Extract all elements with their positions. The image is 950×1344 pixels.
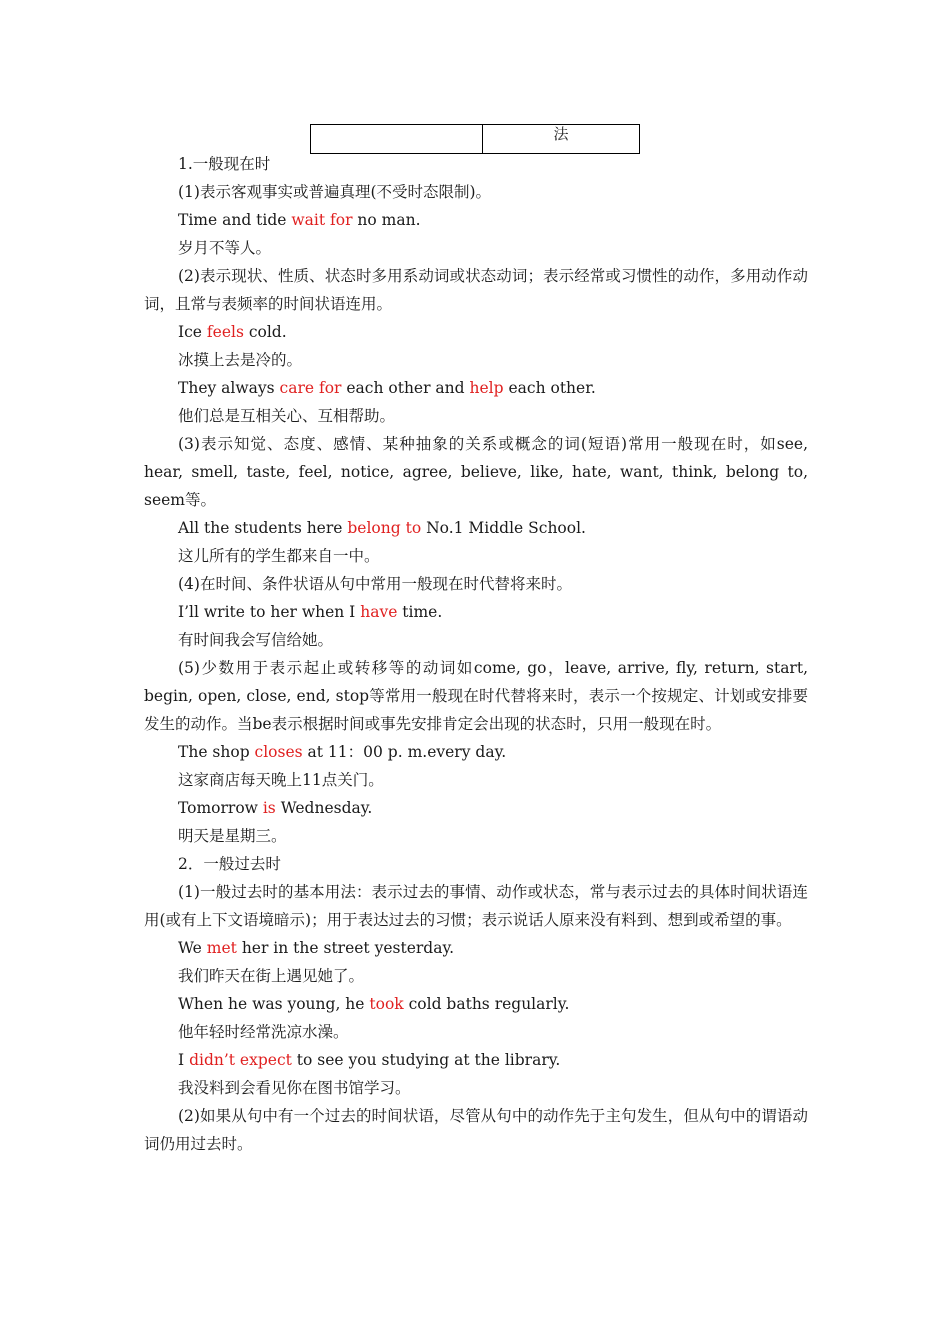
rule-3: (3)表示知觉、态度、感情、某种抽象的关系或概念的词(短语)常用一般现在时，如see, hear, smell, taste, feel, notice, agree, believe, like, hate, want, think, belong to, seem等。: [144, 435, 808, 509]
highlight: have: [360, 603, 398, 621]
rule-2: (2)表示现状、性质、状态时多用系动词或状态动词；表示经常或习惯性的动作，多用动作动词，且常与表频率的时间状语连用。: [144, 267, 808, 313]
highlight: met: [206, 939, 237, 957]
highlight: closes: [254, 743, 303, 761]
highlight: wait for: [291, 211, 353, 229]
grammar-content: [144, 150, 808, 1158]
highlight: feels: [206, 323, 244, 341]
example-en: We met her in the street yesterday.: [178, 939, 455, 957]
example-cn: 明天是星期三。: [178, 827, 287, 845]
example-en: Ice feels cold.: [178, 323, 287, 341]
example-en: The shop closes at 11：00 p. m.every day.: [178, 743, 507, 761]
example-en: I didn’t expect to see you studying at the library.: [178, 1051, 561, 1069]
example-en: Tomorrow is Wednesday.: [178, 799, 373, 817]
highlight: help: [469, 379, 504, 397]
example-cn: 这儿所有的学生都来自一中。: [178, 547, 380, 565]
highlight: care for: [279, 379, 342, 397]
example-cn: 他们总是互相关心、互相帮助。: [178, 407, 396, 425]
example-en: All the students here belong to No.1 Middle School.: [178, 519, 586, 537]
example-cn: 这家商店每天晚上11点关门。: [178, 771, 384, 789]
rule-past-2: (2)如果从句中有一个过去的时间状语，尽管从句中的动作先于主句发生，但从句中的谓语动词仍用过去时。: [144, 1107, 808, 1153]
highlight: didn’t expect: [189, 1051, 292, 1069]
rule-past-1: (1)一般过去时的基本用法：表示过去的事情、动作或状态，常与表示过去的具体时间状语连用(或有上下文语境暗示)；用于表达过去的习惯；表示说话人原来没有料到、想到或希望的事。: [144, 883, 808, 929]
example-cn: 我没料到会看见你在图书馆学习。: [178, 1079, 411, 1097]
highlight: belong to: [347, 519, 422, 537]
example-cn: 我们昨天在街上遇见她了。: [178, 967, 365, 985]
example-en: When he was young, he took cold baths regularly.: [178, 995, 570, 1013]
header-cell-left: [311, 125, 483, 153]
highlight: took: [369, 995, 404, 1013]
example-cn: 有时间我会写信给她。: [178, 631, 334, 649]
section-title-past-simple: 2．一般过去时: [178, 855, 281, 873]
example-cn: 他年轻时经常洗凉水澡。: [178, 1023, 349, 1041]
example-en: They always care for each other and help each other.: [178, 379, 596, 397]
header-cell-right: 法: [553, 125, 569, 143]
section-title-present-simple: 1.一般现在时: [178, 155, 271, 173]
rule-4: (4)在时间、条件状语从句中常用一般现在时代替将来时。: [178, 575, 572, 593]
example-en: I’ll write to her when I have time.: [178, 603, 443, 621]
rule-5: (5)少数用于表示起止或转移等的动词如come, go，leave, arrive, fly, return, start, begin, open, close, end, stop等常用一般现在时代替将来时，表示一个按规定、计划或安排要发生的动作。当be表示根据时间或事先安排肯定会出现的状态时，只用一般现在时。: [144, 659, 808, 733]
example-cn: 冰摸上去是冷的。: [178, 351, 303, 369]
rule-1: (1)表示客观事实或普遍真理(不受时态限制)。: [178, 183, 492, 201]
highlight: is: [262, 799, 276, 817]
example-cn: 岁月不等人。: [178, 239, 272, 257]
example-en: Time and tide wait for no man.: [178, 211, 421, 229]
